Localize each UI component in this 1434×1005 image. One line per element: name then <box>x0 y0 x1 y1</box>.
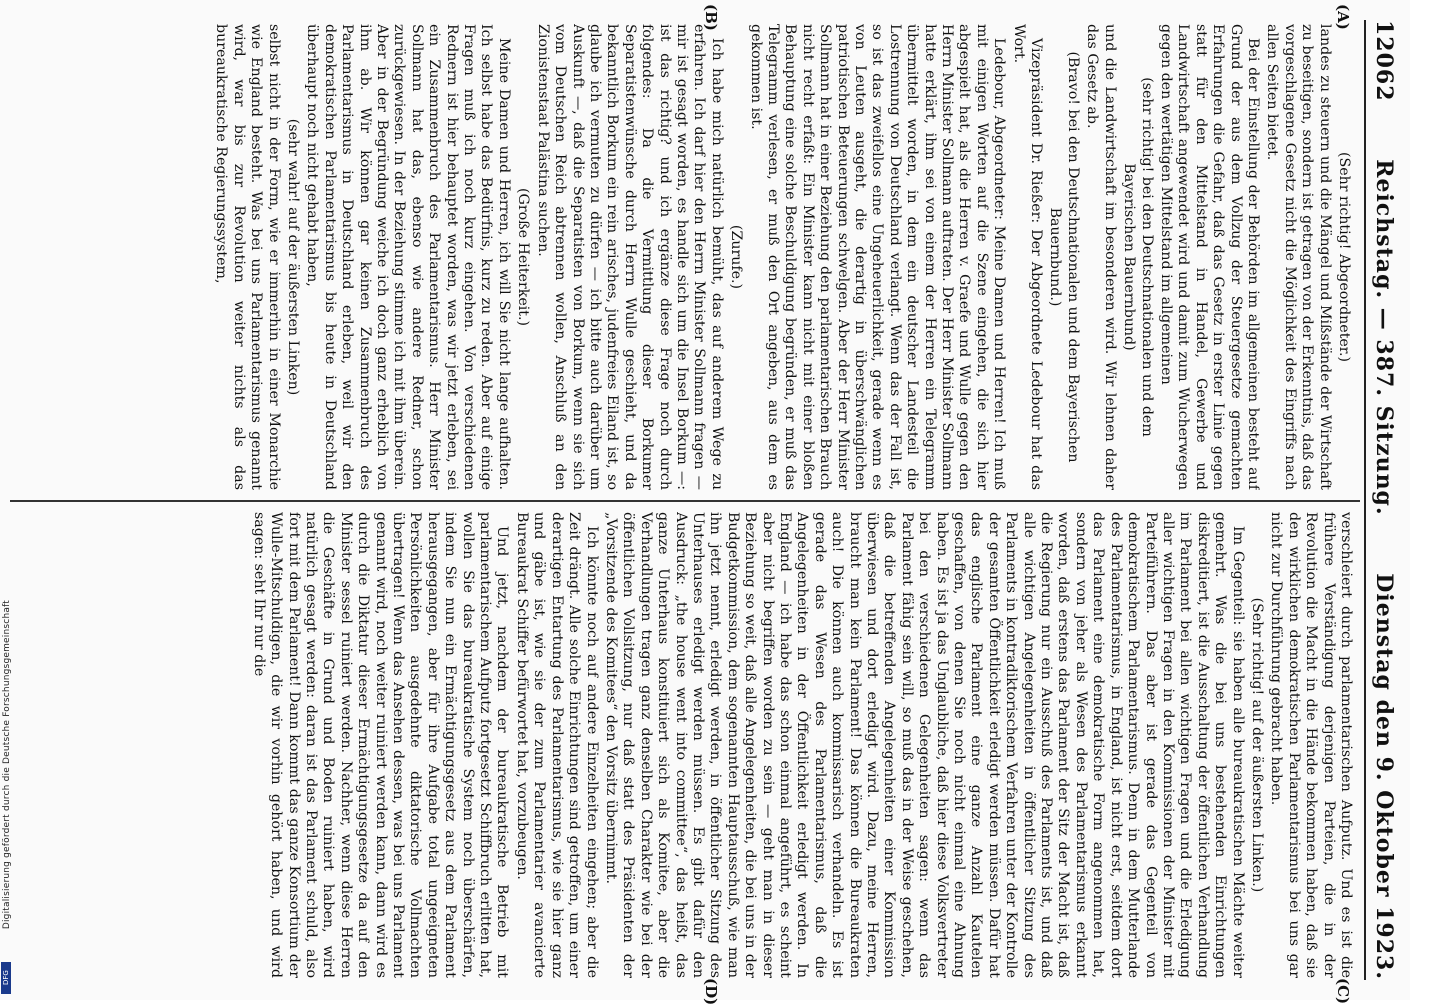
speaker-announcement: Vizepräsident Dr. Rießer: Der Abgeordnete Ledebour hat das Wort. <box>1010 24 1045 490</box>
digitization-credit: Digitalisierung gefördert durch die Deutsche Forschungsgemeinschaft <box>2 600 12 930</box>
margin-letter-a: (A) <box>1334 4 1352 30</box>
speech-paragraph: selbst nicht in der Form, wie er immerhin in einer Monarchie wie England besteht. Was bei uns Parlamentarismus genannt wird, war bis zur Revolution weiter nichts als das bureaukratische Regierungssystem, <box>213 24 282 490</box>
speech-paragraph: Ich könnte noch auf andere Einzelheiten eingehen; aber die Zeit drängt. Alle solche Einrichtungen sind getroffen, um einer derartigen Entartung des Parlamentarismus, wie sie hier ganz und gäbe ist, wie sie der zum Parlamentarier avancierte Bureaukrat Schiffer befürwortet hat, vorzubeugen. <box>513 512 600 978</box>
speech-paragraph: Ich habe mich natürlich bemüht, das auf anderem Wege zu erfahren. Ich darf hier den Herrn Minister Sollmann fragen — mir ist gesagt worden, es handle sich um die Insel Borkum —: ist das richtig? und ich ergänze diese Frage noch durch folgendes: Da die Vermittlung dieser Borkumer Separatistenwünsche durch Herrn Wulle geschieht, und da bekanntlich Borkum ein rein arisches, judenfreies Eiland ist, so glaube ich vermuten zu dürfen — ich bitte auch darüber um Auskunft —, daß die Separatisten von Borkum, wenn sie sich vom Deutschen Reich abtrennen wollen, Anschluß an den Zionistenstaat Palästina suchen. <box>534 24 725 490</box>
column-divider <box>10 500 1360 502</box>
speech-paragraph: Ledebour, Abgeordneter: Meine Damen und Herren! Ich muß mit einigen Worten auf die Szene eingehen, die sich hier abgespielt hat, als die Herren v. Graefe und Wulle gegen den Herrn Minister Sollmann auftraten. Der Herr Minister Sollmann hatte erklärt, ihm sei von einem der Herren ein Telegramm übermittelt worden, in dem ein deutscher Landesteil die Lostrennung von Deutschland verlangt. Wenn das der Fall ist, so ist das zweifellos eine Ungeheuerlichkeit, gerade wenn es von Leuten ausgeht, die derartig in überschwänglichen patriotischen Beteuerungen schwelgen. Aber der Herr Minister Sollmann hat in einer Beziehung den parlamentarischen Brauch nicht recht erfaßt: Ein Minister kann nicht mit einer bloßen Behauptung eine solche Beschuldigung begründen, er muß das Telegramm verlesen, er muß den Ort angeben, aus dem es gekommen ist. <box>747 24 1008 490</box>
header-rule <box>1364 20 1366 980</box>
page-number: 12062 <box>1371 20 1397 102</box>
speech-paragraph: Meine Damen und Herren, ich will Sie nicht lange aufhalten. Ich selbst habe das Bedürfnis, kurz zu reden. Aber auf einige Fragen muß ich noch kurz eingehen. Von verschiedenen Rednern ist hier behauptet worden, was wir jetzt erleben, sei ein Zusammenbruch des Parlamentarismus. Herr Minister Sollmann hat das, ebenso wie andere Redner, schon zurückgewiesen. In der Beziehung stimme ich mit ihm überein. Aber in der Begründung weiche ich doch ganz erheblich von ihm ab. Wir können gar keinen Zusammenbruch des Parlamentarismus in Deutschland erleben, weil wir den demokratischen Parlamentarismus bis heute in Deutschland überhaupt noch nicht gehabt haben, <box>304 24 512 490</box>
interjection: (Sehr richtig! auf der äußersten Linken.) <box>1248 597 1265 893</box>
speech-paragraph: Im Gegenteil: sie haben alle bureaukratischen Mächte weiter gemehrt. Was die bei uns bestehenden Einrichtungen diskreditiert, ist die Ausschaltung der öffentlichen Verhandlung im Parlament bei allen wichtigen Fragen und die Erledigung aller wichtigen Fragen in den Kommissionen der Minister mit Parteiführern. Das aber ist gerade das Gegenteil von demokratischem Parlamentarismus. Denn in dem Mutterlande des Parlamentarismus, in England, ist nicht erst, seitdem dort das Parlament eine demokratische Form angenommen hat, sondern von jeher als Wesen des Parlamentarismus erkannt worden, daß erstens das Parlament der Sitz der Macht ist, daß die Regierung nur ein Ausschuß des Parlaments ist, und daß alle wichtigen Angelegenheiten in öffentlicher Sitzung des Parlaments in kontradiktorischem Verfahren unter der Kontrolle der gesamten Öffentlichkeit erledigt werden müssen. Dafür hat das englische Parlament eine ganze Anzahl Kautelen geschaffen, von denen Sie noch nicht einmal eine Ahnung haben. Es ist ja das Unglaubliche, daß hier diese Volksvertreter bei den verschiedenen Gelegenheiten sagen: wenn das Parlament fähig sein will, so muß das in der Weise geschehen, daß die betreffenden Angelegenheiten einer Kommission überwiesen und dort erledigt wird. Dazu, meine Herren, braucht man kein Parlament! Das können die Bureaukraten auch! Die können auch kommissarisch verhandeln. Es ist gerade das Wesen des Parlamentarismus, daß die Angelegenheiten in der Öffentlichkeit erledigt werden. In England — ich habe das schon einmal angeführt, es scheint aber nicht begriffen worden zu sein — geht man in dieser Beziehung so weit, daß alle Angelegenheiten, die bei uns in der Budgetkommission, dem sogenannten Hauptausschuß, wie man ihn jetzt nennt, erledigt werden, in öffentlicher Sitzung des Unterhauses erledigt werden müssen. Es gibt dafür den Ausdruck: „the house went into committee“, das heißt, das ganze Unterhaus konstituiert sich als Komitee, aber die Verhandlungen tragen ganz denselben Charakter wie bei der öffentlichen Vollsitzung, nur daß statt des Präsidenten der „Vorsitzende des Komitees“ den Vorsitz übernimmt. <box>602 512 1246 978</box>
interjection: (Sehr richtig! Abgeordneter.) <box>1336 151 1352 363</box>
left-column <box>12 24 1354 490</box>
speech-paragraph: verschleiert durch parlamentarischen Aufputz. Und es ist die frühere Verständigung derjenigen Parteien, die in der Revolution die Macht in die Hände bekommen haben, daß sie den wirklichen demokratischen Parlamentarismus bei uns gar nicht zur Durchführung gebracht haben. <box>1268 512 1354 978</box>
interjection: (Zurufe.) <box>728 224 745 290</box>
session-date: Dienstag den 9. Oktober 1923. <box>1371 573 1397 980</box>
margin-letter-c: (C) <box>1334 978 1352 1005</box>
paragraph: Bei der Einstellung der Behörden im allgemeinen besteht auf Grund der aus dem Vollzug der Steuergesetze gemachten Erfahrungen die Gefahr, daß das Gesetz in erster Linie gegen statt für den Mittelstand in Handel, Gewerbe und Landwirtschaft angewendet wird und damit zum Wucherwegen gegen den wertätigen Mittelstand im allgemeinen <box>1157 24 1261 490</box>
session-title: Reichstag. — 387. Sitzung. <box>1371 159 1397 516</box>
interjection: (sehr richtig! bei den Deutschnationalen und dem Bayerischen Bauernbund) <box>1121 77 1155 437</box>
paragraph: landes zu steuern und die Mängel und Mißstände der Wirtschaft zu beseitigen, sondern ist getragen von der Erkenntnis, daß das vorgeschlagene Gesetz nicht die Möglichkeit des Eingriffs nach allen Seiten bietet. <box>1264 24 1333 490</box>
right-column <box>12 512 1354 978</box>
margin-letter-b: (B) <box>702 4 720 31</box>
interjection: (Große Heiterkeit.) <box>515 187 532 327</box>
margin-letter-d: (D) <box>702 978 720 1005</box>
interjection: (Bravo! bei den Deutschnationalen und dem Bayerischen Bauernbund.) <box>1047 51 1081 463</box>
interjection: (sehr wahr! auf der äußersten Linken) <box>285 118 302 396</box>
paragraph: und die Landwirtschaft im besonderen wird. Wir lehnen daher das Gesetz ab. <box>1084 24 1118 490</box>
dfg-logo: DFG <box>1 962 11 994</box>
page-header <box>1370 20 1398 980</box>
speech-paragraph: Und jetzt, nachdem der bureaukratische Betrieb mit parlamentarischem Aufputz fortgesetzt Schiffbruch erlitten hat, wollen Sie das bureaukratische System noch überschärfen, indem Sie nun ein Ermächtigungsgesetz aus dem Parlament herausgegangen, aber für ihre Aufgabe total ungeeigneten Persönlichkeiten ausgedehnte diktatorische Vollmachten übertragen! Wenn das Ansehen dessen, was bei uns Parlament genannt wird, noch weiter ruiniert werden kann, dann wird es durch die Diktatur dieser Ermächtigungsgesetze da auf den Minister sessel ruiniert werden. Nachher, wenn diese Herren die Geschäfte in Grund und Boden ruiniert haben, wird natürlich gesagt werden: daran ist das Parlament schuld, also fort mit dem Parlament! Dann kommt das ganze Konsortium der Wulle-Mitschuldigen, die wir vorhin gehört haben, und wird sagen: seht Ihr nur die <box>250 512 511 978</box>
